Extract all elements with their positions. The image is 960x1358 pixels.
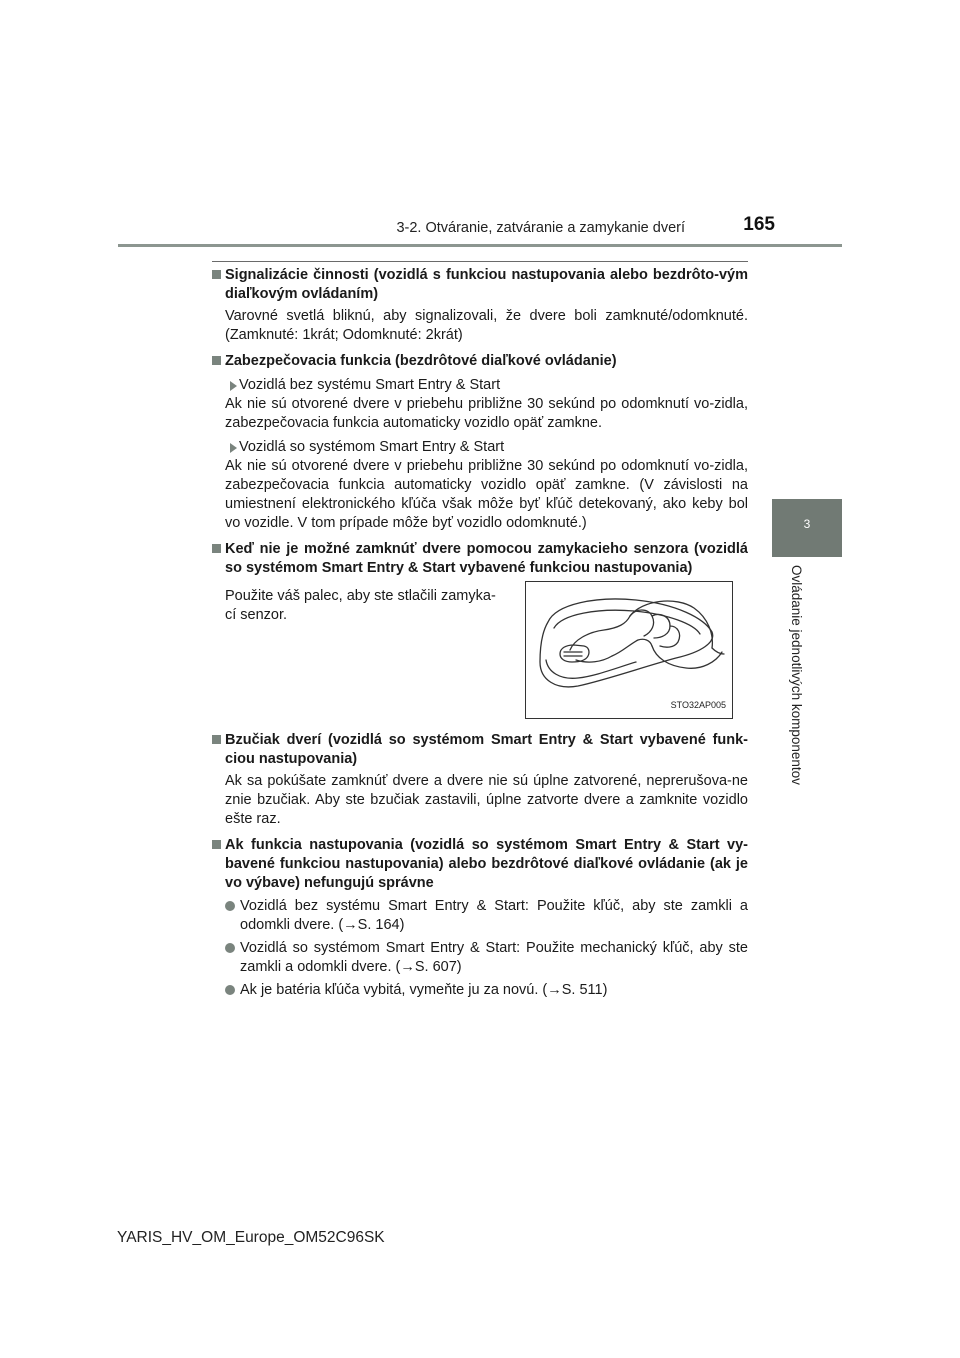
subsection-label-text: Vozidlá bez systému Smart Entry & Start — [239, 377, 501, 393]
chapter-title: Ovládanie jednotlivých komponentov — [789, 565, 804, 785]
list-item-text: Vozidlá bez systému Smart Entry & Start: Použite kľúč, aby ste zamkli a odomkli dvere. (→S. 164) — [240, 898, 748, 933]
page-number: 165 — [743, 214, 775, 235]
section-heading-text: Signalizácie činnosti (vozidlá s funkciou nastupovania alebo bezdrôto-vým diaľkovým ovládaním) — [225, 267, 748, 302]
figure-row — [212, 581, 748, 719]
square-bullet-icon — [212, 356, 221, 365]
door-handle-figure — [525, 581, 733, 719]
square-bullet-icon — [212, 840, 221, 849]
round-bullet-icon — [225, 943, 235, 953]
square-bullet-icon — [212, 270, 221, 279]
triangle-bullet-icon — [230, 381, 237, 391]
subsection-text: Ak nie sú otvorené dvere v priebehu približne 30 sekúnd po odomknutí vo-zidla, zabezpečovacia funkcia automaticky vozidlo opäť zamkne. (V závislosti na umiestnení elektronického kľúča však môže byť kľúč detekovaný, ako keby bol vo vozidle. V tom prípade môže byť vozidlo odomknuté.) — [225, 458, 748, 531]
footer-document-code: YARIS_HV_OM_Europe_OM52C96SK — [117, 1229, 385, 1246]
content-rule — [212, 261, 748, 262]
section-text: Ak sa pokúšate zamknúť dvere a dvere nie sú úplne zatvorené, neprerušova-ne znie bzučiak. Aby ste bzučiak zastavili, úplne zatvorte dvere a zamknite vozidlo ešte raz. — [225, 773, 748, 827]
figure-code: STO32AP005 — [670, 700, 726, 710]
section-heading-text: Bzučiak dverí (vozidlá so systémom Smart Entry & Start vybavené funk-ciou nastupovania) — [225, 732, 748, 767]
section-text: Varovné svetlá bliknú, aby signalizovali, že dvere boli zamknuté/odomknuté. (Zamknuté: 1krát; Odomknuté: 2krát) — [225, 308, 748, 343]
section-heading — [212, 352, 748, 371]
header-section-title: 3-2. Otváranie, zatváranie a zamykanie dverí — [396, 220, 685, 236]
list-item — [212, 939, 748, 977]
section-text: Použite váš palec, aby ste stlačili zamyka-cí senzor. — [225, 588, 496, 623]
section-heading-text: Ak funkcia nastupovania (vozidlá so systémom Smart Entry & Start vy-bavené funkciou nastupovania) alebo bezdrôtové diaľkové ovládanie (ak je vo výbave) nefungujú správne — [225, 837, 748, 891]
chapter-number: 3 — [803, 517, 811, 531]
section-heading — [212, 540, 748, 578]
main-content — [212, 266, 748, 1000]
square-bullet-icon — [212, 544, 221, 553]
header-rule — [118, 244, 842, 247]
section-heading — [212, 731, 748, 769]
round-bullet-icon — [225, 901, 235, 911]
list-item — [212, 897, 748, 935]
triangle-bullet-icon — [230, 443, 237, 453]
round-bullet-icon — [225, 985, 235, 995]
subsection-label-text: Vozidlá so systémom Smart Entry & Start — [239, 439, 505, 455]
section-heading-text: Zabezpečovacia funkcia (bezdrôtové diaľkové ovládanie) — [225, 353, 617, 369]
square-bullet-icon — [212, 735, 221, 744]
section-heading — [212, 266, 748, 304]
subsection-label — [212, 376, 748, 395]
list-item-text: Vozidlá so systémom Smart Entry & Start: Použite mechanický kľúč, aby ste zamkli a odomkli dvere. (→S. 607) — [240, 940, 748, 975]
subsection-text: Ak nie sú otvorené dvere v priebehu približne 30 sekúnd po odomknutí vo-zidla, zabezpečovacia funkcia automaticky vozidlo opäť zamkne. — [225, 396, 748, 431]
subsection-label — [212, 438, 748, 457]
section-heading-text: Keď nie je možné zamknúť dvere pomocou zamykacieho senzora (vozidlá so systémom Smart Entry & Start vybavené funkciou nastupovania) — [225, 541, 748, 576]
list-item-text: Ak je batéria kľúča vybitá, vymeňte ju za novú. (→S. 511) — [240, 982, 608, 998]
section-heading — [212, 836, 748, 893]
list-item — [212, 981, 748, 1000]
